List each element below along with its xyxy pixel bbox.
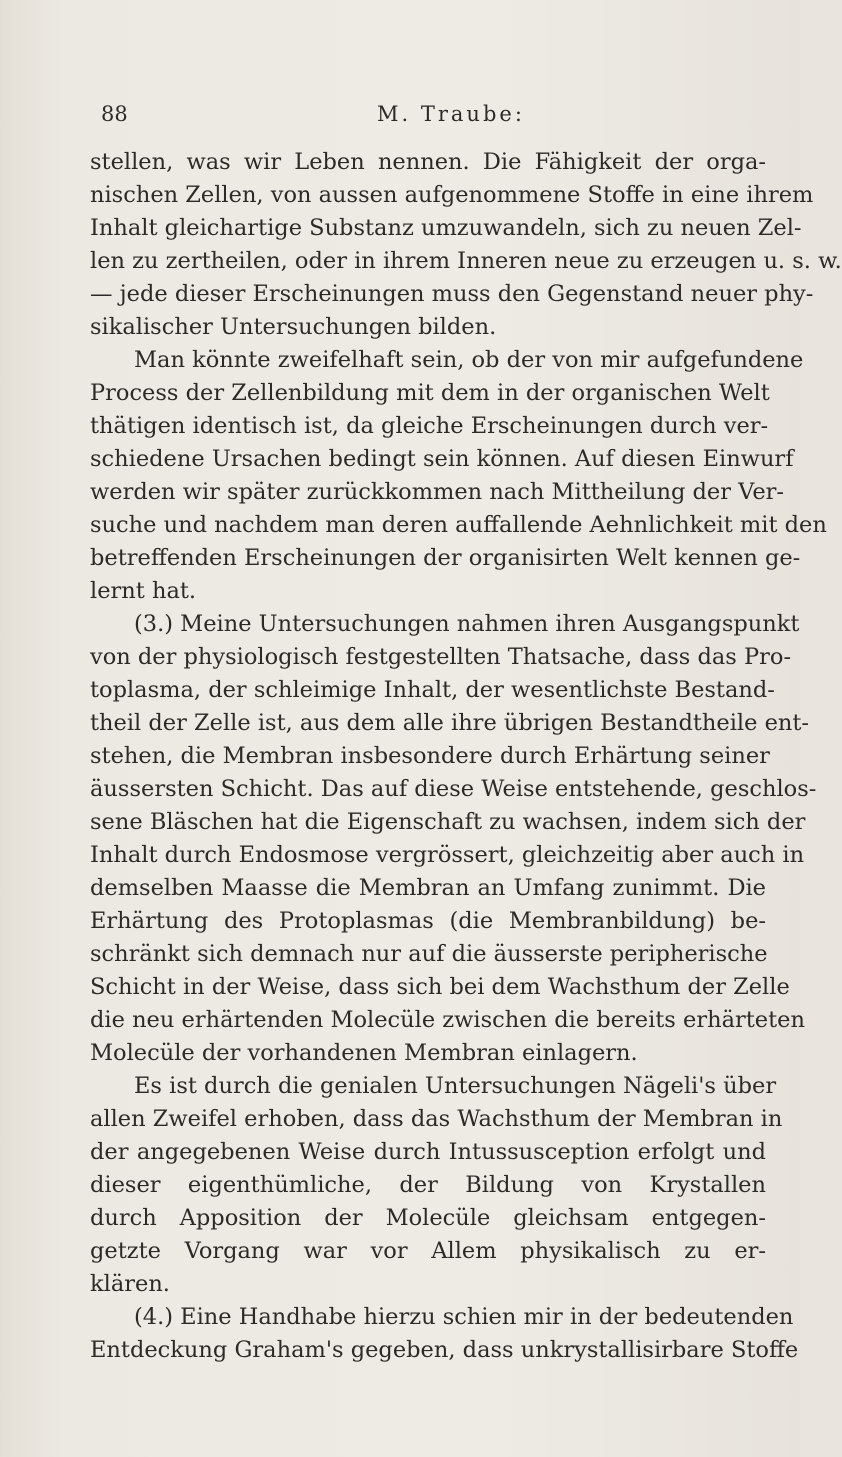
text-line: klären.: [90, 1271, 170, 1297]
text-line: sene Bläschen hat die Eigenschaft zu wachsen, indem sich der: [90, 809, 806, 835]
text-line: (4.) Eine Handhabe hierzu schien mir in der bedeutenden: [134, 1304, 794, 1330]
text-line: schiedene Ursachen bedingt sein können. Auf diesen Einwurf: [90, 446, 794, 472]
text-line: betreffenden Erscheinungen der organisirten Welt kennen ge-: [90, 545, 801, 571]
text-line: äussersten Schicht. Das auf diese Weise entstehende, geschlos-: [90, 776, 817, 802]
page-header: [101, 92, 760, 132]
text-line: Process der Zellenbildung mit dem in der organischen Welt: [90, 380, 770, 406]
text-line: Molecüle der vorhandenen Membran einlagern.: [90, 1040, 638, 1066]
text-line: Inhalt durch Endosmose vergrössert, gleichzeitig aber auch in: [90, 842, 805, 868]
text-line: dieser eigenthümliche, der Bildung von Krystallen: [90, 1172, 766, 1198]
paragraph: [90, 146, 842, 344]
text-line: thätigen identisch ist, da gleiche Erscheinungen durch ver-: [90, 413, 769, 439]
running-title: M. Traube:: [377, 102, 525, 126]
text-line: nischen Zellen, von aussen aufgenommene Stoffe in eine ihrem: [90, 182, 814, 208]
text-line: Entdeckung Graham's gegeben, dass unkrystallisirbare Stoffe: [90, 1337, 799, 1363]
text-line: Man könnte zweifelhaft sein, ob der von mir aufgefundene: [134, 347, 804, 373]
text-line: — jede dieser Erscheinungen muss den Gegenstand neuer phy-: [90, 281, 814, 307]
text-line: Erhärtung des Protoplasmas (die Membranbildung) be-: [90, 908, 766, 934]
page-number: 88: [101, 102, 128, 126]
text-line: die neu erhärtenden Molecüle zwischen die bereits erhärteten: [90, 1007, 805, 1033]
text-line: len zu zertheilen, oder in ihrem Inneren neue zu erzeugen u. s. w.: [90, 248, 842, 274]
text-line: toplasma, der schleimige Inhalt, der wesentlichste Bestand-: [90, 677, 775, 703]
text-line: lernt hat.: [90, 578, 197, 604]
text-line: Schicht in der Weise, dass sich bei dem Wachsthum der Zelle: [90, 974, 790, 1000]
text-line: durch Apposition der Molecüle gleichsam entgegen-: [90, 1205, 766, 1231]
text-line: getzte Vorgang war vor Allem physikalisch zu er-: [90, 1238, 766, 1264]
text-line: stellen, was wir Leben nennen. Die Fähigkeit der orga-: [90, 149, 766, 175]
text-line: allen Zweifel erhoben, dass das Wachsthum der Membran in: [90, 1106, 783, 1132]
body-text: [90, 146, 842, 1367]
text-line: (3.) Meine Untersuchungen nahmen ihren Ausgangspunkt: [134, 611, 800, 637]
text-line: stehen, die Membran insbesondere durch Erhärtung seiner: [90, 743, 770, 769]
text-line: schränkt sich demnach nur auf die äusserste peripherische: [90, 941, 768, 967]
text-line: werden wir später zurückkommen nach Mittheilung der Ver-: [90, 479, 785, 505]
text-line: Es ist durch die genialen Untersuchungen Nägeli's über: [134, 1073, 777, 1099]
paragraph: [90, 608, 817, 1070]
text-line: theil der Zelle ist, aus dem alle ihre übrigen Bestandtheile ent-: [90, 710, 810, 736]
text-line: der angegebenen Weise durch Intussusception erfolgt und: [90, 1139, 766, 1165]
text-line: demselben Maasse die Membran an Umfang zunimmt. Die: [90, 875, 766, 901]
text-line: von der physiologisch festgestellten Thatsache, dass das Pro-: [90, 644, 792, 670]
text-line: suche und nachdem man deren auffallende Aehnlichkeit mit den: [90, 512, 827, 538]
paragraph: [90, 1301, 799, 1367]
paragraph: [90, 344, 827, 608]
text-line: Inhalt gleichartige Substanz umzuwandeln, sich zu neuen Zel-: [90, 215, 802, 241]
text-line: sikalischer Untersuchungen bilden.: [90, 314, 497, 340]
paragraph: [90, 1070, 783, 1301]
